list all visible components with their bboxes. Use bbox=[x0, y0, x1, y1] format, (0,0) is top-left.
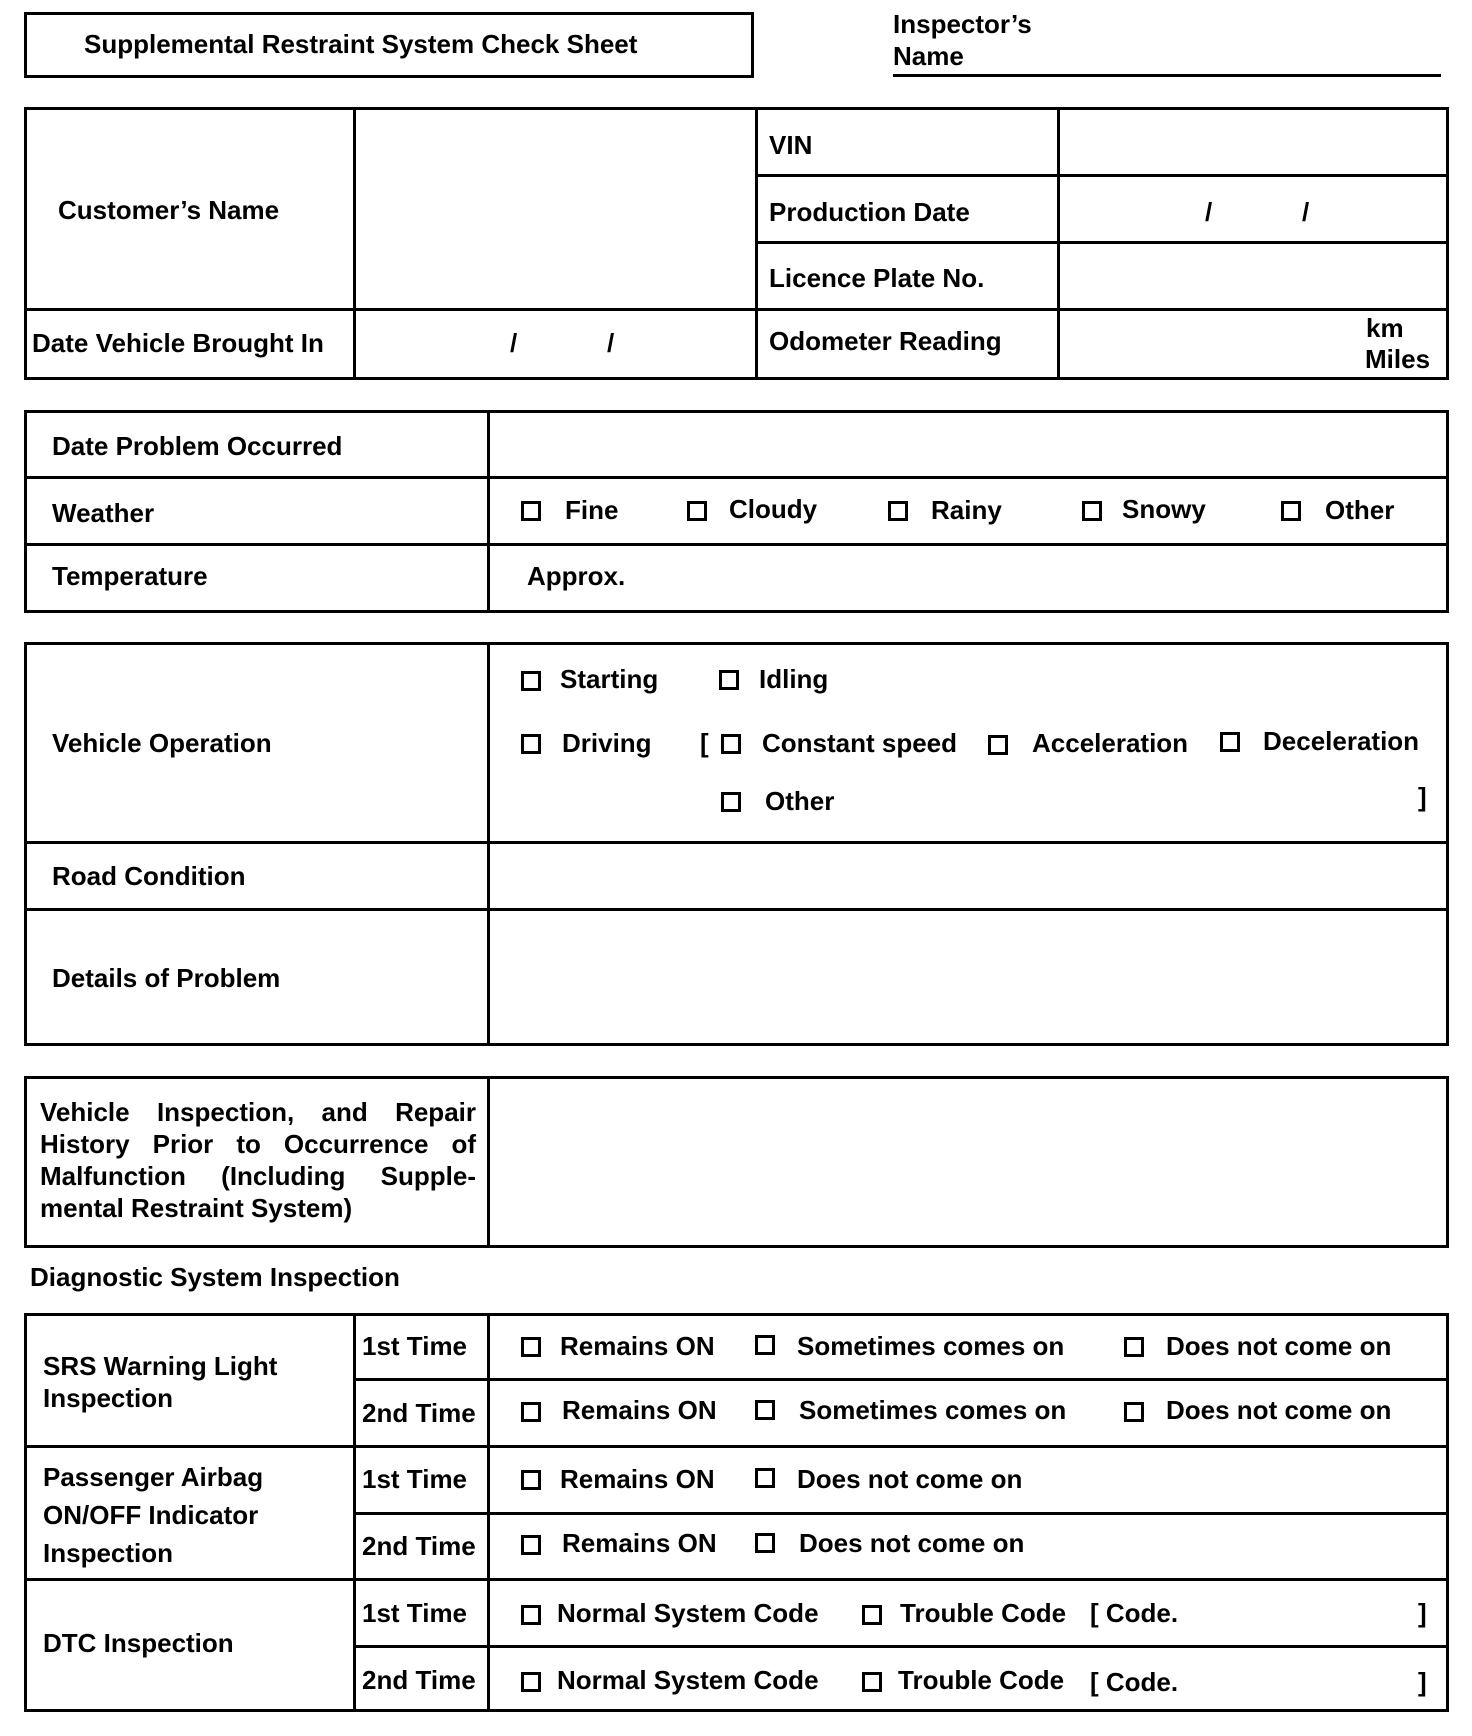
inspector-label-line1: Inspector’s bbox=[893, 9, 1032, 39]
op-constant-speed-checkbox[interactable] bbox=[721, 734, 741, 754]
srs-1-does-not-checkbox[interactable] bbox=[1124, 1337, 1144, 1357]
op-acceleration-checkbox[interactable] bbox=[988, 735, 1008, 755]
dtc-2-close-bracket: ] bbox=[1418, 1667, 1427, 1697]
passenger-label-line1: Passenger Airbag bbox=[43, 1462, 264, 1492]
op-starting-label: Starting bbox=[560, 664, 659, 694]
details-problem-field[interactable] bbox=[491, 912, 1445, 1042]
passenger-label-line3: Inspection bbox=[43, 1538, 174, 1568]
op-idling-checkbox[interactable] bbox=[719, 670, 739, 690]
production-date-sep-1: / bbox=[1205, 197, 1213, 227]
op-idling-label: Idling bbox=[759, 664, 829, 694]
weather-label: Weather bbox=[52, 498, 155, 528]
temperature-field[interactable] bbox=[640, 547, 1445, 609]
op-starting-checkbox[interactable] bbox=[521, 671, 541, 691]
customer-name-field[interactable] bbox=[357, 111, 753, 306]
dtc-1-close-bracket: ] bbox=[1418, 1598, 1427, 1628]
odometer-field[interactable] bbox=[1061, 312, 1361, 376]
srs-2nd-time: 2nd Time bbox=[362, 1398, 476, 1428]
diagnostic-section-title: Diagnostic System Inspection bbox=[30, 1262, 400, 1292]
odometer-label: Odometer Reading bbox=[769, 326, 1002, 356]
srs-1-sometimes-label: Sometimes comes on bbox=[797, 1331, 1065, 1361]
production-date-sep-2: / bbox=[1302, 197, 1310, 227]
weather-cloudy-checkbox[interactable] bbox=[687, 501, 707, 521]
op-other-label: Other bbox=[765, 786, 835, 816]
srs-2-remains-on-label: Remains ON bbox=[562, 1395, 717, 1425]
inspector-label-line2: Name bbox=[893, 41, 964, 71]
passenger-2-does-not-label: Does not come on bbox=[799, 1528, 1025, 1558]
passenger-label-line2: ON/OFF Indicator bbox=[43, 1500, 259, 1530]
op-acceleration-label: Acceleration bbox=[1032, 728, 1189, 758]
dtc-1-trouble-checkbox[interactable] bbox=[862, 1605, 882, 1625]
vehicle-operation-label: Vehicle Operation bbox=[52, 728, 272, 758]
date-brought-in-field[interactable] bbox=[357, 312, 753, 376]
passenger-1-remains-on-label: Remains ON bbox=[560, 1464, 715, 1494]
page-title: Supplemental Restraint System Check Sheet bbox=[84, 29, 638, 59]
odometer-unit-km: km bbox=[1366, 313, 1404, 343]
odometer-unit-miles: Miles bbox=[1365, 344, 1431, 374]
weather-other-label: Other bbox=[1325, 495, 1395, 525]
op-close-bracket: ] bbox=[1418, 782, 1427, 812]
weather-snowy-label: Snowy bbox=[1122, 494, 1206, 524]
dtc-label: DTC Inspection bbox=[43, 1628, 234, 1658]
passenger-1-does-not-label: Does not come on bbox=[797, 1464, 1023, 1494]
dtc-2nd-time: 2nd Time bbox=[362, 1665, 476, 1695]
passenger-1st-time: 1st Time bbox=[362, 1464, 468, 1494]
op-deceleration-label: Deceleration bbox=[1263, 726, 1420, 756]
srs-2-remains-on-checkbox[interactable] bbox=[521, 1402, 541, 1422]
srs-1-remains-on-checkbox[interactable] bbox=[521, 1337, 541, 1357]
production-date-field[interactable] bbox=[1061, 178, 1445, 240]
history-field[interactable] bbox=[491, 1080, 1445, 1244]
date-problem-label: Date Problem Occurred bbox=[52, 431, 343, 461]
road-condition-label: Road Condition bbox=[52, 861, 246, 891]
srs-2-does-not-checkbox[interactable] bbox=[1124, 1402, 1144, 1422]
date-problem-field[interactable] bbox=[491, 414, 1445, 475]
passenger-2-remains-on-label: Remains ON bbox=[562, 1528, 717, 1558]
history-label: Vehicle Inspection, and Repair History Prior to Occurrence of Malfunction (Including Supple- mental Restraint System) bbox=[40, 1097, 476, 1223]
temperature-label: Temperature bbox=[52, 561, 208, 591]
passenger-1-remains-on-checkbox[interactable] bbox=[521, 1470, 541, 1490]
dtc-2-code-field[interactable] bbox=[1195, 1662, 1410, 1702]
temperature-approx: Approx. bbox=[527, 561, 626, 591]
weather-rainy-checkbox[interactable] bbox=[888, 501, 908, 521]
date-brought-in-label: Date Vehicle Brought In bbox=[32, 328, 324, 358]
weather-snowy-checkbox[interactable] bbox=[1082, 501, 1102, 521]
production-date-label: Production Date bbox=[769, 197, 970, 227]
srs-1-sometimes-checkbox[interactable] bbox=[755, 1335, 775, 1355]
op-other-checkbox[interactable] bbox=[721, 792, 741, 812]
dtc-2-code-open: [ Code. bbox=[1090, 1667, 1179, 1697]
passenger-2-does-not-checkbox[interactable] bbox=[755, 1533, 775, 1553]
weather-rainy-label: Rainy bbox=[931, 495, 1002, 525]
licence-plate-label: Licence Plate No. bbox=[769, 263, 985, 293]
op-deceleration-checkbox[interactable] bbox=[1220, 732, 1240, 752]
passenger-1-does-not-checkbox[interactable] bbox=[755, 1468, 775, 1488]
licence-plate-field[interactable] bbox=[1061, 245, 1445, 307]
srs-1st-time: 1st Time bbox=[362, 1331, 468, 1361]
srs-2-sometimes-label: Sometimes comes on bbox=[799, 1395, 1067, 1425]
dtc-1st-time: 1st Time bbox=[362, 1598, 468, 1628]
dtc-1-trouble-label: Trouble Code bbox=[900, 1598, 1067, 1628]
passenger-2-remains-on-checkbox[interactable] bbox=[521, 1535, 541, 1555]
srs-2-does-not-label: Does not come on bbox=[1166, 1395, 1392, 1425]
details-problem-label: Details of Problem bbox=[52, 963, 281, 993]
op-driving-label: Driving bbox=[562, 728, 652, 758]
vin-label: VIN bbox=[769, 130, 813, 160]
inspector-name-line[interactable] bbox=[893, 74, 1441, 77]
dtc-1-normal-label: Normal System Code bbox=[557, 1598, 819, 1628]
dtc-1-code-open: [ Code. bbox=[1090, 1598, 1179, 1628]
weather-cloudy-label: Cloudy bbox=[729, 494, 818, 524]
passenger-2nd-time: 2nd Time bbox=[362, 1531, 476, 1561]
dtc-2-trouble-checkbox[interactable] bbox=[862, 1672, 882, 1692]
dtc-1-normal-checkbox[interactable] bbox=[521, 1605, 541, 1625]
srs-2-sometimes-checkbox[interactable] bbox=[755, 1400, 775, 1420]
srs-1-remains-on-label: Remains ON bbox=[560, 1331, 715, 1361]
dtc-2-trouble-label: Trouble Code bbox=[898, 1665, 1065, 1695]
op-open-bracket: [ bbox=[700, 728, 709, 758]
weather-fine-checkbox[interactable] bbox=[521, 501, 541, 521]
date-brought-in-sep-2: / bbox=[607, 328, 615, 358]
op-driving-checkbox[interactable] bbox=[521, 734, 541, 754]
op-constant-speed-label: Constant speed bbox=[762, 728, 958, 758]
srs-label: SRS Warning Light Inspection bbox=[43, 1351, 278, 1413]
dtc-1-code-field[interactable] bbox=[1195, 1595, 1410, 1635]
vin-field[interactable] bbox=[1061, 111, 1445, 173]
customer-name-label: Customer’s Name bbox=[58, 195, 280, 225]
srs-1-does-not-label: Does not come on bbox=[1166, 1331, 1392, 1361]
dtc-2-normal-checkbox[interactable] bbox=[521, 1672, 541, 1692]
road-condition-field[interactable] bbox=[491, 845, 1445, 907]
weather-fine-label: Fine bbox=[565, 495, 619, 525]
date-brought-in-sep-1: / bbox=[510, 328, 518, 358]
weather-other-checkbox[interactable] bbox=[1281, 501, 1301, 521]
dtc-2-normal-label: Normal System Code bbox=[557, 1665, 819, 1695]
